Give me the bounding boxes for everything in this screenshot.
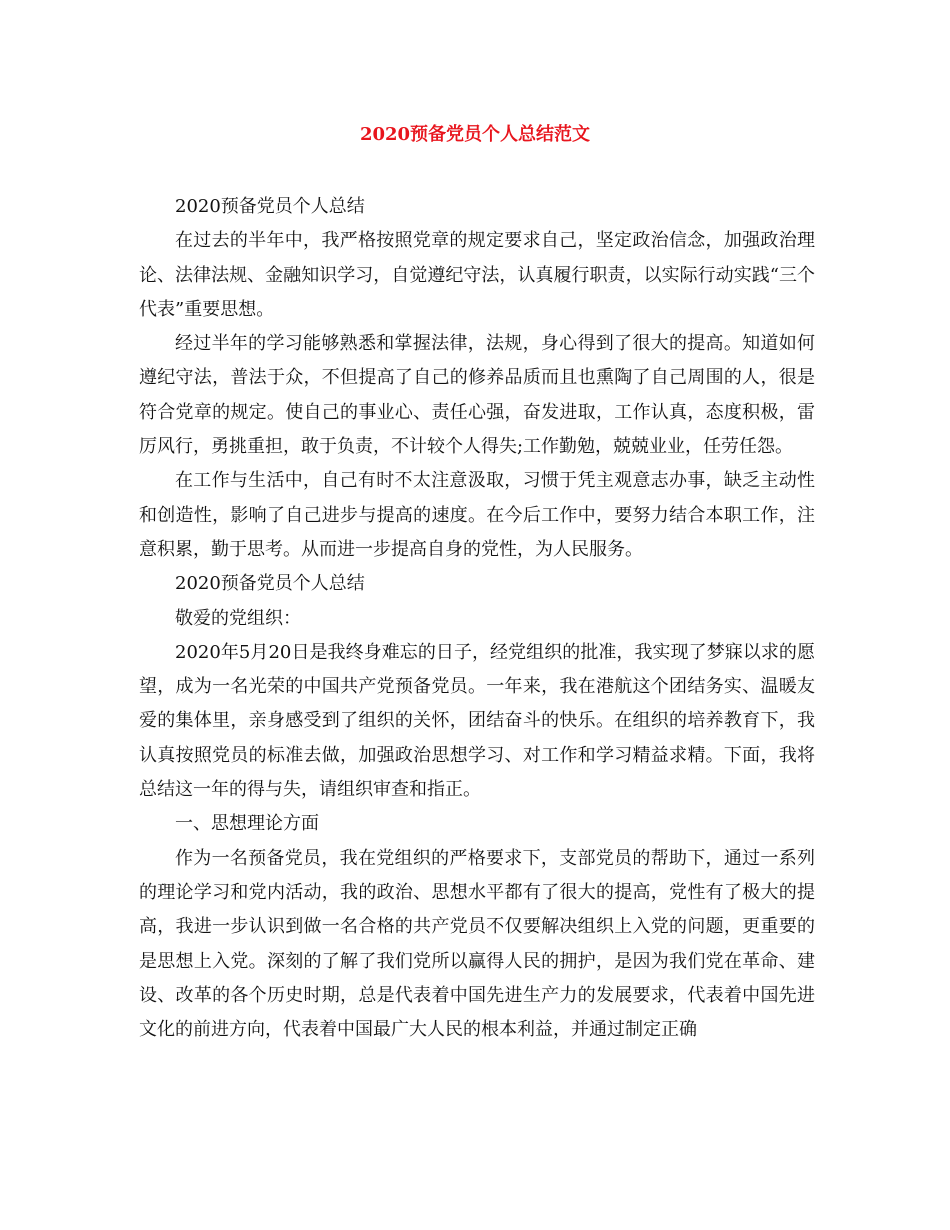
document-title: 2020预备党员个人总结范文	[359, 124, 591, 145]
paragraph: 在过去的半年中，我严格按照党章的规定要求自己，坚定政治信念，加强政治理论、法律法规、金融知识学习，自觉遵纪守法，认真履行职责，以实际行动实践“三个代表”重要思想。	[139, 230, 815, 320]
section-heading: 一、思想理论方面	[175, 813, 319, 835]
paragraph: 经过半年的学习能够熟悉和掌握法律，法规，身心得到了很大的提高。知道如何遵纪守法，普法于众，不但提高了自己的修养品质而且也熏陶了自己周围的人，很是符合党章的规定。使自己的事业心、责任心强，奋发进取，工作认真，态度积极，雷厉风行，勇挑重担，敢于负责，不计较个人得失;工作勤勉，兢兢业业，任劳任怨。	[139, 333, 815, 458]
paragraph: 2020年5月20日是我终身难忘的日子，经党组织的批准，我实现了梦寐以求的愿望，成为一名光荣的中国共产党预备党员。一年来，我在港航这个团结务实、温暖友爱的集体里，亲身感受到了组织的关怀，团结奋斗的快乐。在组织的培养教育下，我认真按照党员的标准去做，加强政治思想学习、对工作和学习精益求精。下面，我将总结这一年的得与失，请组织审查和指正。	[139, 641, 815, 801]
paragraph-heading: 2020预备党员个人总结	[175, 573, 365, 595]
document-body	[139, 190, 815, 1047]
salutation: 敬爱的党组织：	[175, 607, 301, 629]
paragraph-heading: 2020预备党员个人总结	[175, 196, 365, 217]
paragraph: 在工作与生活中，自己有时不太注意汲取，习惯于凭主观意志办事，缺乏主动性和创造性，影响了自己进步与提高的速度。在今后工作中，要努力结合本职工作，注意积累，勤于思考。从而进一步提高自身的党性，为人民服务。	[139, 470, 815, 560]
paragraph: 作为一名预备党员，我在党组织的严格要求下，支部党员的帮助下，通过一系列的理论学习和党内活动，我的政治、思想水平都有了很大的提高，党性有了极大的提高，我进一步认识到做一名合格的共产党员不仅要解决组织上入党的问题，更重要的是思想上入党。深刻的了解了我们党所以赢得人民的拥护，是因为我们党在革命、建设、改革的各个历史时期，总是代表着中国先进生产力的发展要求，代表着中国先进文化的前进方向，代表着中国最广大人民的根本利益，并通过制定正确	[139, 847, 815, 1041]
